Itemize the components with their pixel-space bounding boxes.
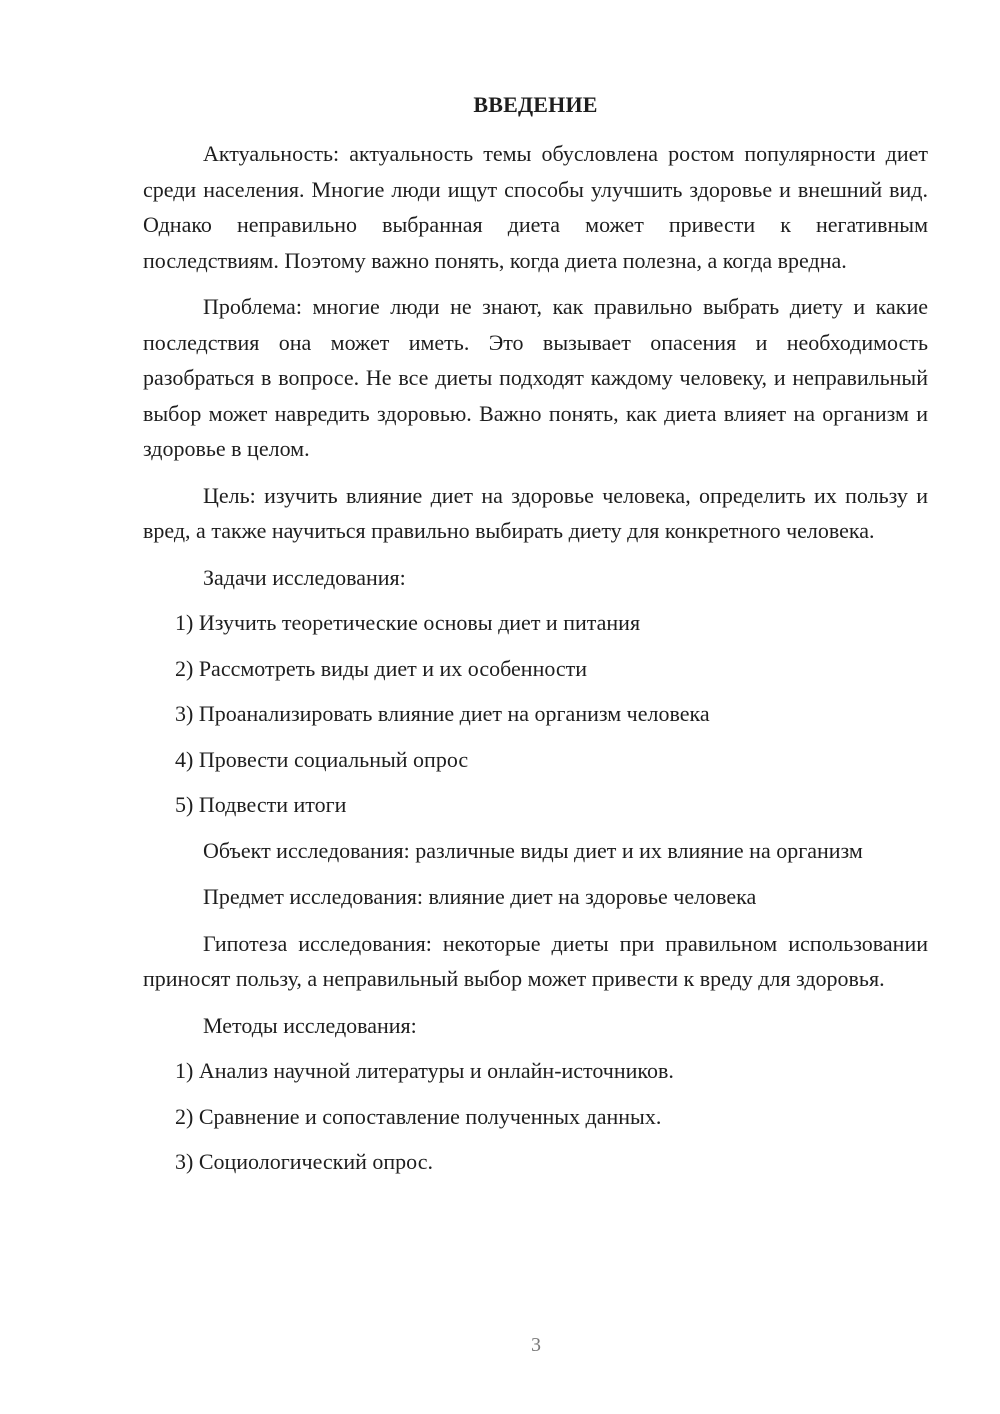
object-paragraph: Объект исследования: различные виды диет и их влияние на организм (203, 837, 863, 863)
problem-paragraph: Проблема: многие люди не знают, как правильно выбрать диету и какие последствия она может иметь. Это вызывает опасения и необходимость разобраться в вопросе. Не все диеты подходят каждому человеку, и неправильный выбор может навредить здоровью. Важно понять, как диета влияет на организм и здоровье в целом. (143, 294, 928, 461)
hypothesis-paragraph: Гипотеза исследования: некоторые диеты при правильном использовании приносят пользу, а неправильный выбор может привести к вреду для здоровья. (143, 930, 928, 991)
list-item: 1) Изучить теоретические основы диет и питания (175, 610, 641, 635)
subject-paragraph: Предмет исследования: влияние диет на здоровье человека (203, 884, 757, 909)
goal-paragraph: Цель: изучить влияние диет на здоровье человека, определить их пользу и вред, а также научиться правильно выбирать диету для конкретного человека. (143, 482, 928, 543)
list-item: 4) Провести социальный опрос (175, 746, 469, 772)
page-number: 3 (531, 1334, 541, 1356)
list-item: 2) Рассмотреть виды диет и их особенности (175, 655, 588, 681)
document-page (143, 92, 928, 1190)
methods-list (143, 1053, 928, 1180)
list-item: 5) Подвести итоги (175, 792, 347, 817)
tasks-title: Задачи исследования: (203, 564, 406, 590)
list-item: 3) Проанализировать влияние диет на организм человека (175, 701, 710, 726)
methods-title: Методы исследования: (203, 1012, 417, 1038)
tasks-list (143, 605, 928, 823)
list-item: 2) Сравнение и сопоставление полученных данных. (175, 1103, 662, 1129)
section-heading: ВВЕДЕНИЕ (473, 92, 598, 117)
list-item: 3) Социологический опрос. (175, 1149, 433, 1174)
relevance-paragraph: Актуальность: актуальность темы обусловлена ростом популярности диет среди населения. Многие люди ищут способы улучшить здоровье и внешний вид. Однако неправильно выбранная диета может привести к негативным последствиям. Поэтому важно понять, когда диета полезна, а когда вредна. (143, 141, 928, 273)
list-item: 1) Анализ научной литературы и онлайн-источников. (175, 1058, 674, 1083)
